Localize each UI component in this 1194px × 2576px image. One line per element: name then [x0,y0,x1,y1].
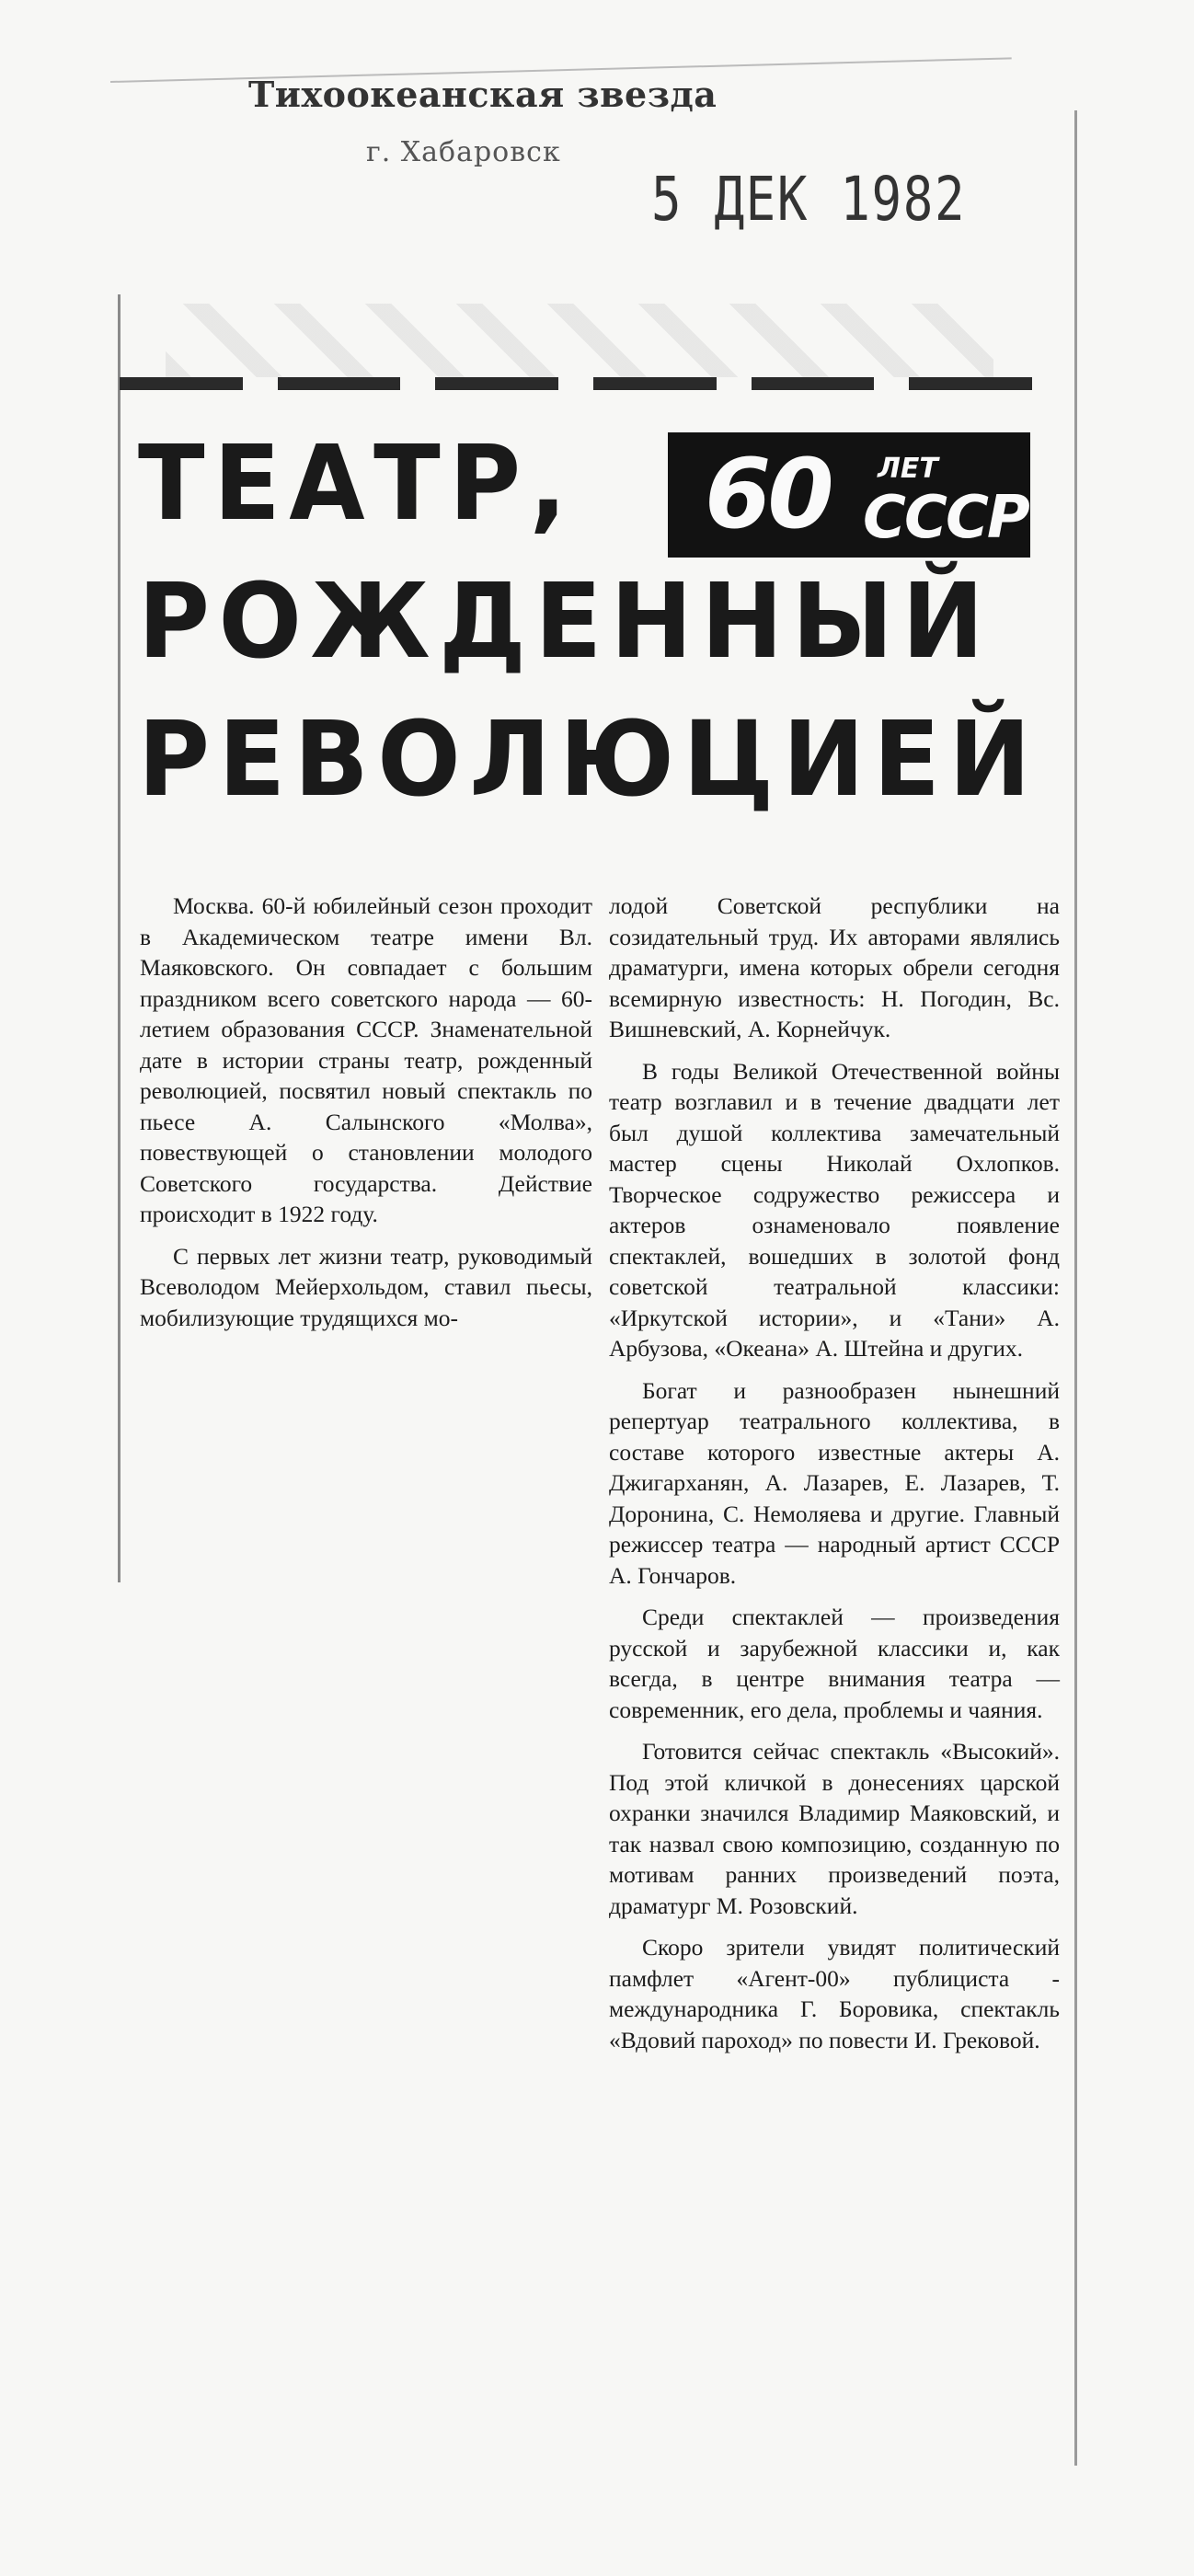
paragraph-continued: лодой Советской республики на созидательный труд. Их авторами являлись драматурги, имена которых обрели сегодня всемирную известность: Н. Погодин, Вс. Вишневский, А. Корнейчук. [609,892,1060,1042]
rule-segment [909,377,1032,390]
rule-segment [593,377,717,390]
rule-segment [120,377,243,390]
newspaper-name: Тихоокеанская звезда [248,74,718,115]
paragraph: Богат и разнообразен нынешний репертуар театрального коллектива, в составе которого известные актеры А. Джигарханян, А. Лазарев, Е. Лазарев, Т. Доронина, С. Немоляева и другие. Главный режиссер театра — народный артист СССР А. Гончаров. [609,1376,1060,1589]
decorative-pattern [166,304,993,377]
article-column-1 [140,891,592,1344]
headline-line-1: ТЕАТР, [138,424,576,544]
paragraph: Москва. 60-й юбилейный сезон проходит в Академическом театре имени Вл. Маяковского. Он совпадает с большим праздником всего советского народа — 60-летием образования СССР. Знаменательной дате в истории страны театр, рожденный революцией, посвятил новый спектакль по пьесе А. Салынского «Молва», повествующей о становлении молодого Советского государства. Действие происходит в 1922 году. [140,892,592,1227]
badge-years-word: ЛЕТ [878,453,938,485]
rule-segment [752,377,875,390]
rule-segment [278,377,401,390]
paragraph: Среди спектаклей — произведения русской и зарубежной классики и, как всегда, в центре внимания театра — современник, его дела, проблемы и чаяния. [609,1604,1060,1723]
city-label: г. Хабаровск [366,136,561,168]
rule-segment [435,377,558,390]
paragraph: Скоро зрители увидят политический памфлет «Агент-00» публициста - международника Г. Боровика, спектакль «Вдовий пароход» по повести И. Грековой. [609,1934,1060,2053]
anniversary-badge [668,432,1030,558]
paragraph: Готовится сейчас спектакль «Высокий». Под этой кличкой в донесениях царской охранки значился Владимир Маяковский, и так назвал свою композицию, созданную по мотивам ранних произведений поэта, драматург М. Розовский. [609,1738,1060,1919]
article-column-2 [609,891,1060,2066]
headline-line-3: РЕВОЛЮЦИЕЙ [138,700,1039,820]
paragraph: В годы Великой Отечественной войны театр возглавил и в течение двадцати лет был душой коллектива замечательный мастер сцены Николай Охлопков. Творческое содружество режиссера и актеров ознаменовало появление спектаклей, вошедших в золотой фонд советской театральной классики: «Иркутской истории», и «Тани» А. Арбузова, «Океана» А. Штейна и других. [609,1057,1060,1362]
badge-country: СССР [863,484,1028,552]
badge-number: 60 [705,438,831,550]
header-rule [120,377,1032,396]
column-rule-left [118,294,121,1582]
headline-line-2: РОЖДЕННЫЙ [138,562,993,682]
date-stamp: 5 ДЕК 1982 [651,164,967,235]
paragraph: С первых лет жизни театр, руководимый Всеволодом Мейерхольдом, ставил пьесы, мобилизующие трудящихся мо- [140,1242,592,1331]
